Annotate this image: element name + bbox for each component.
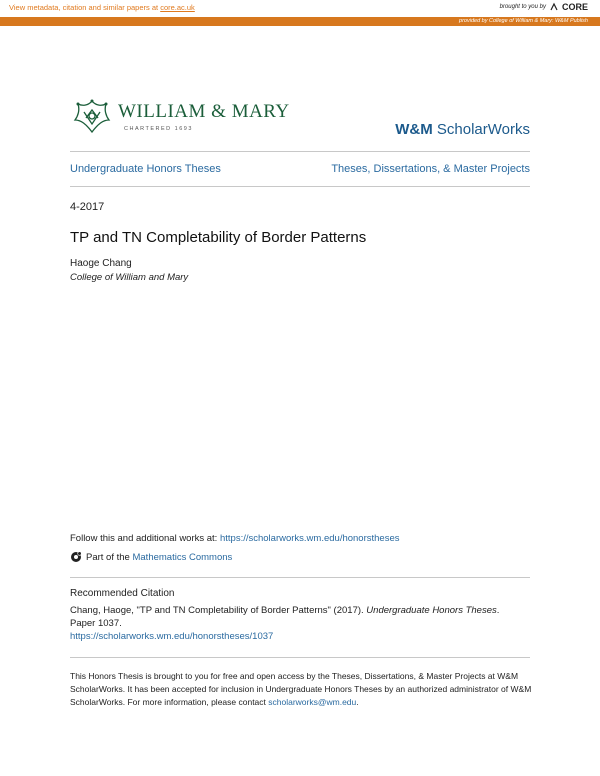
scholarworks-rest: ScholarWorks (432, 121, 530, 138)
wm-logo[interactable] (72, 98, 290, 136)
citation-text: Chang, Haoge, "TP and TN Completability of Border Patterns" (2017). (70, 605, 367, 616)
scholarworks-bold: W&M (395, 121, 433, 138)
core-provided-text: provided by College of William & Mary: W&M Publish (459, 18, 588, 24)
commons-network-icon (70, 551, 82, 563)
citation-paper-number: Paper 1037. (70, 618, 122, 629)
core-provided-bar (0, 17, 600, 26)
paper-title: TP and TN Completability of Border Patterns (70, 229, 367, 246)
follow-line (70, 533, 400, 544)
notice-text: This Honors Thesis is brought to you for free and open access by the Theses, Dissertations, & Master Projects at W&M ScholarWorks. It has been accepted for inclusion in Undergraduate Honors Theses by an authorized administrator of W&M ScholarWorks. For more information, please contact (70, 671, 532, 707)
wm-chartered: CHARTERED 1693 (124, 126, 193, 132)
divider-citation (70, 577, 530, 578)
core-brought (500, 2, 588, 12)
core-logo-text[interactable]: CORE (561, 2, 588, 12)
divider-nav (70, 186, 530, 187)
partof-label: Part of the (86, 551, 133, 563)
core-bar (0, 0, 600, 17)
recommended-citation-heading: Recommended Citation (70, 588, 175, 599)
contact-email-link[interactable]: scholarworks@wm.edu (268, 697, 357, 707)
divider-top (70, 151, 530, 152)
paper-date: 4-2017 (70, 201, 105, 213)
partof-line (70, 551, 232, 563)
citation-period: . (496, 605, 500, 616)
follow-link[interactable]: https://scholarworks.wm.edu/honorstheses (219, 533, 400, 544)
citation-block (70, 604, 532, 643)
nav-theses-dissertations-link[interactable]: Theses, Dissertations, & Master Projects (331, 163, 530, 175)
nav-undergrad-theses-link[interactable]: Undergraduate Honors Theses (70, 163, 221, 175)
core-logo-icon (549, 2, 559, 12)
core-metadata-text (9, 3, 195, 12)
follow-label: Follow this and additional works at: (70, 533, 220, 544)
core-link[interactable]: core.ac.uk (160, 3, 195, 12)
paper-author: Haoge Chang (70, 258, 132, 269)
scholarworks-logo[interactable] (395, 121, 530, 138)
citation-series: Undergraduate Honors Theses (366, 605, 497, 616)
wm-crest-icon (72, 98, 112, 136)
divider-notice (70, 657, 530, 658)
wm-name: WILLIAM & MARY (118, 101, 290, 122)
citation-url-link[interactable]: https://scholarworks.wm.edu/honorstheses/1037 (70, 631, 274, 642)
mathematics-commons-link[interactable]: Mathematics Commons (132, 551, 233, 563)
core-metadata-label: View metadata, citation and similar papers at (9, 3, 159, 12)
core-brought-label: brought to you by (499, 4, 546, 10)
paper-affiliation: College of William and Mary (70, 272, 189, 283)
notice-end: . (356, 697, 359, 707)
notice-block (70, 670, 532, 709)
